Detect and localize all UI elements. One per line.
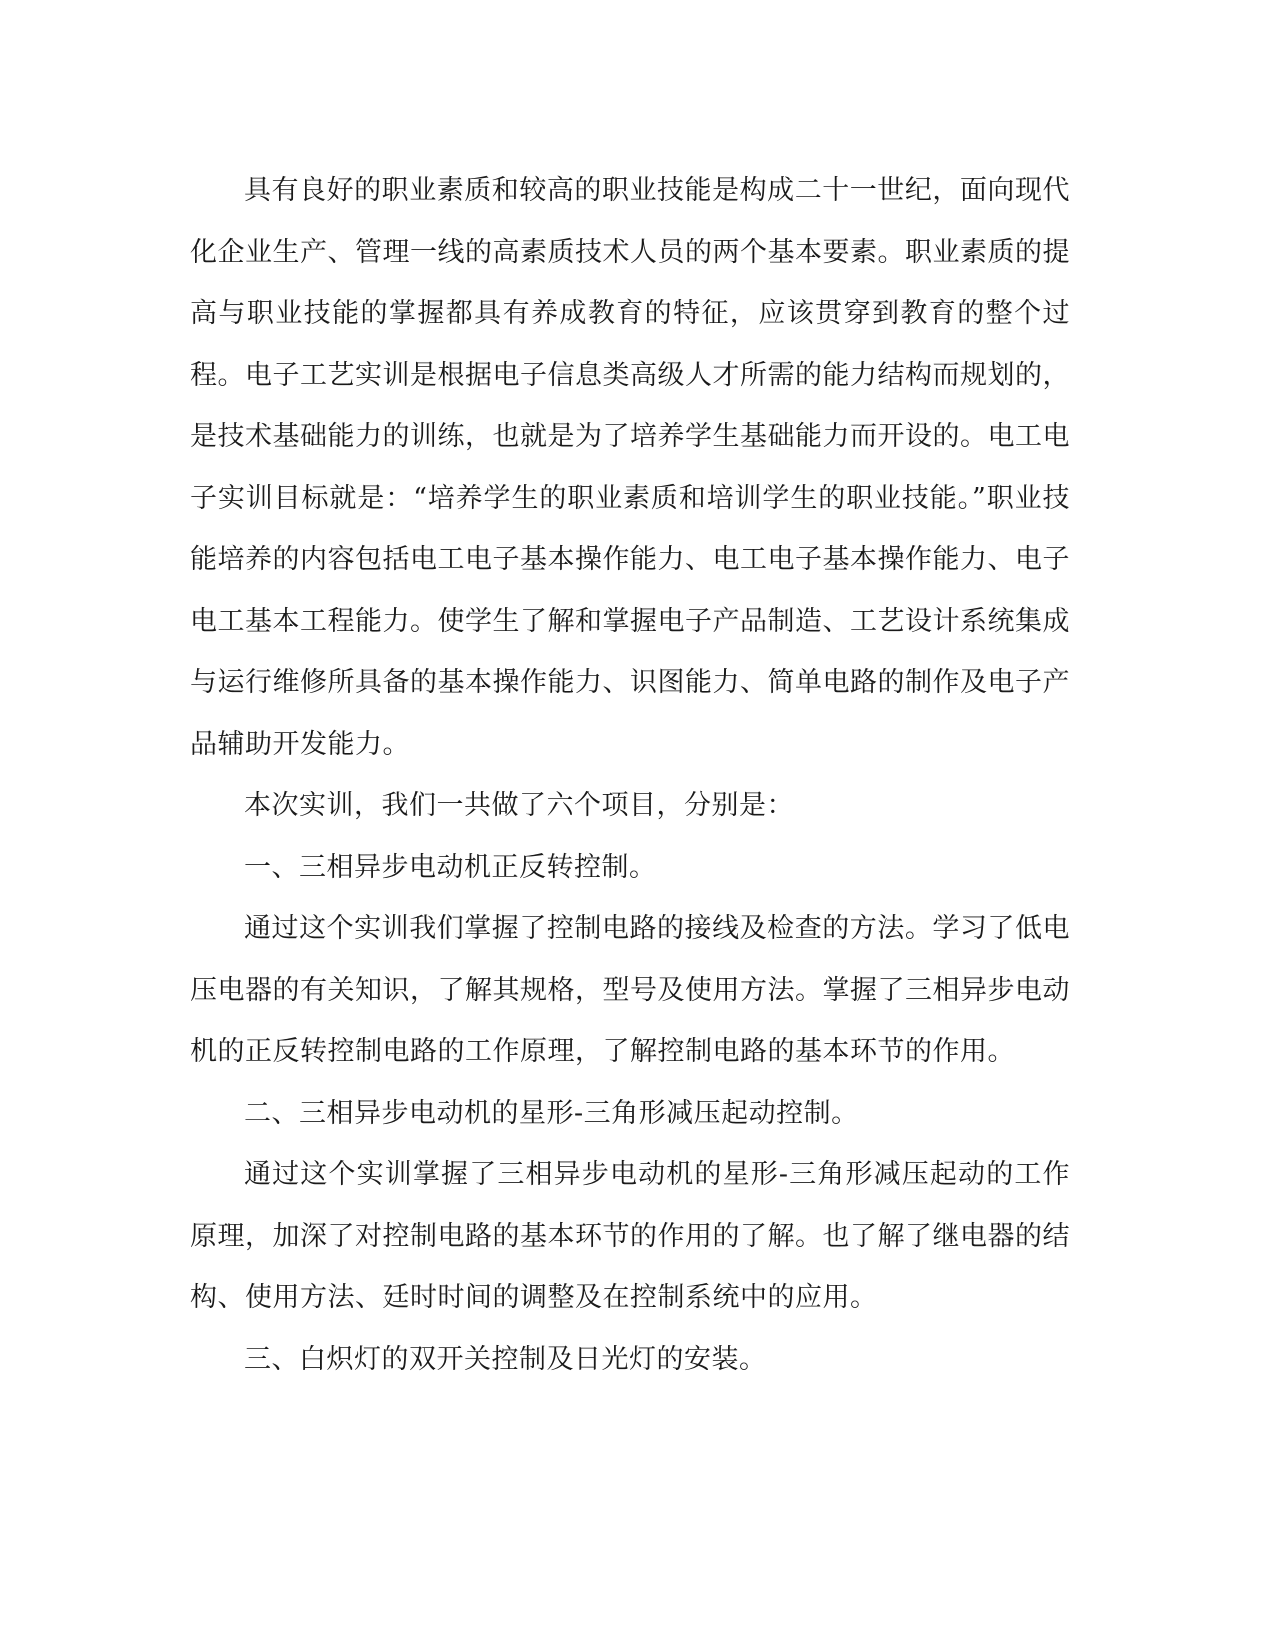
paragraph-intro: 具有良好的职业素质和较高的职业技能是构成二十一世纪，面向现代化企业生产、管理一线的高素质技术人员的两个基本要素。职业素质的提高与职业技能的掌握都具有养成教育的特征，应该贯穿到教育的整个过程。电子工艺实训是根据电子信息类高级人才所需的能力结构而规划的，是技术基础能力的训练，也就是为了培养学生基础能力而开设的。电工电子实训目标就是：“培养学生的职业素质和培训学生的职业技能。”职业技能培养的内容包括电工电子基本操作能力、电工电子基本操作能力、电子电工基本工程能力。使学生了解和掌握电子产品制造、工艺设计系统集成与运行维修所具备的基本操作能力、识图能力、简单电路的制作及电子产品辅助开发能力。 xyxy=(190,175,1070,760)
document-body xyxy=(190,160,1070,1390)
paragraph-item-2-body: 通过这个实训掌握了三相异步电动机的星形-三角形减压起动的工作原理，加深了对控制电路的基本环节的作用的了解。也了解了继电器的结构、使用方法、廷时时间的调整及在控制系统中的应用。 xyxy=(190,1159,1070,1313)
paragraph-item-1-heading: 一、三相异步电动机正反转控制。 xyxy=(244,851,657,883)
paragraph-item-1-body: 通过这个实训我们掌握了控制电路的接线及检查的方法。学习了低电压电器的有关知识，了解其规格，型号及使用方法。掌握了三相异步电动机的正反转控制电路的工作原理，了解控制电路的基本环节的作用。 xyxy=(190,913,1070,1067)
paragraph-projects-overview: 本次实训，我们一共做了六个项目，分别是： xyxy=(244,790,794,821)
paragraph-item-2-heading: 二、三相异步电动机的星形-三角形减压起动控制。 xyxy=(244,1097,859,1129)
paragraph-item-3-heading: 三、白炽灯的双开关控制及日光灯的安装。 xyxy=(244,1343,767,1375)
